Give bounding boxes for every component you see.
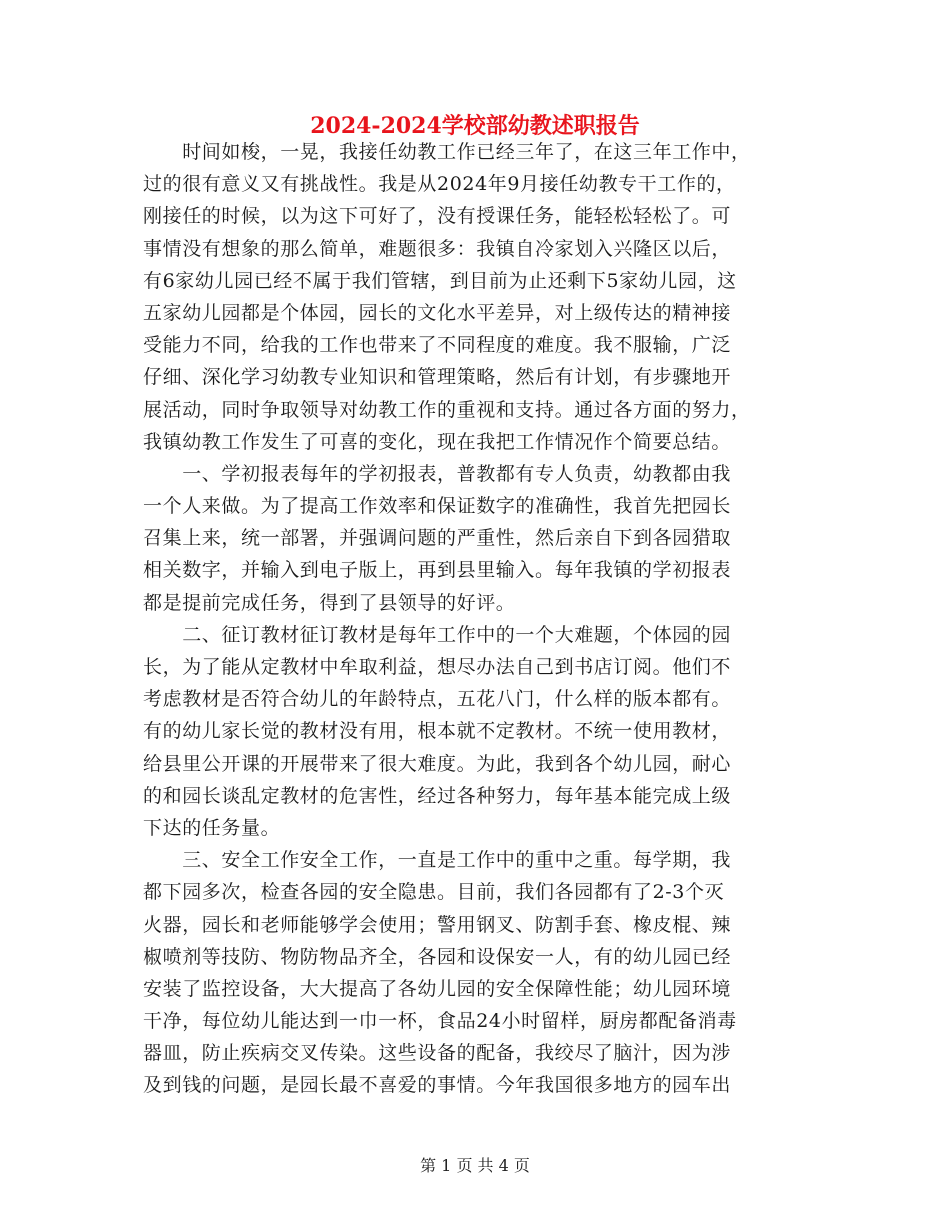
- body-line: 受能力不同，给我的工作也带来了不同程度的难度。我不服输，广泛: [143, 334, 732, 357]
- body-line: 及到钱的问题，是园长最不喜爱的事情。今年我国很多地方的园车出: [143, 1074, 732, 1097]
- body-line: 一个人来做。为了提高工作效率和保证数字的准确性，我首先把园长: [143, 495, 732, 518]
- body-line: 干净，每位幼儿能达到一巾一杯，食品24小时留样，厨房都配备消毒: [143, 1010, 737, 1033]
- body-line: 展活动，同时争取领导对幼教工作的重视和支持。通过各方面的努力，: [143, 398, 751, 421]
- body-line: 三、安全工作安全工作，一直是工作中的重中之重。每学期，我: [143, 849, 732, 872]
- body-line: 考虑教材是否符合幼儿的年龄特点，五花八门，什么样的版本都有。: [143, 688, 732, 711]
- body-line: 五家幼儿园都是个体园，园长的文化水平差异，对上级传达的精神接: [143, 301, 732, 324]
- body-line: 都是提前完成任务，得到了县领导的好评。: [143, 591, 516, 614]
- body-line: 我镇幼教工作发生了可喜的变化，现在我把工作情况作个简要总结。: [143, 430, 732, 453]
- body-line: 一、学初报表每年的学初报表，普教都有专人负责，幼教都由我: [143, 462, 732, 485]
- body-line: 时间如梭，一晃，我接任幼教工作已经三年了，在这三年工作中，: [143, 141, 751, 163]
- body-line: 下达的任务量。: [143, 816, 281, 839]
- body-line: 椒喷剂等技防、物防物品齐全，各园和设保安一人，有的幼儿园已经: [143, 945, 732, 968]
- body-line: 二、征订教材征订教材是每年工作中的一个大难题，个体园的园: [143, 623, 732, 646]
- body-line: 相关数字，并输入到电子版上，再到县里输入。每年我镇的学初报表: [143, 559, 732, 582]
- page-number-footer: 第 1 页 共 4 页: [420, 1156, 530, 1175]
- body-line: 刚接任的时候，以为这下可好了，没有授课任务，能轻松轻松了。可: [143, 205, 732, 228]
- body-line: 器皿，防止疾病交叉传染。这些设备的配备，我绞尽了脑汁，因为涉: [143, 1042, 732, 1065]
- body-line: 仔细、深化学习幼教专业知识和管理策略，然后有计划，有步骤地开: [143, 366, 732, 389]
- document-title: 2024-2024学校部幼教述职报告: [310, 113, 640, 139]
- body-line: 长，为了能从定教材中牟取利益，想尽办法自己到书店订阅。他们不: [143, 656, 732, 678]
- body-line: 都下园多次，检查各园的安全隐患。目前，我们各园都有了2-3个灭: [143, 881, 725, 904]
- body-line: 的和园长谈乱定教材的危害性，经过各种努力，每年基本能完成上级: [143, 784, 732, 807]
- body-line: 给县里公开课的开展带来了很大难度。为此，我到各个幼儿园，耐心: [143, 752, 732, 775]
- body-line: 召集上来，统一部署，并强调问题的严重性，然后亲自下到各园猎取: [143, 527, 732, 550]
- body-line: 有的幼儿家长觉的教材没有用，根本就不定教材。不统一使用教材，: [143, 720, 732, 743]
- body-line: 安装了监控设备，大大提高了各幼儿园的安全保障性能；幼儿园环境: [143, 977, 732, 1000]
- body-line: 有6家幼儿园已经不属于我们管辖，到目前为止还剩下5家幼儿园，这: [143, 269, 737, 292]
- document-body: [143, 136, 811, 1102]
- body-line: 事情没有想象的那么简单，难题很多：我镇自冷家划入兴隆区以后，: [143, 237, 732, 260]
- body-line: 火器，园长和老师能够学会使用；警用钢叉、防割手套、橡皮棍、辣: [143, 913, 732, 936]
- body-line: 过的很有意义又有挑战性。我是从2024年9月接任幼教专干工作的，: [143, 173, 736, 196]
